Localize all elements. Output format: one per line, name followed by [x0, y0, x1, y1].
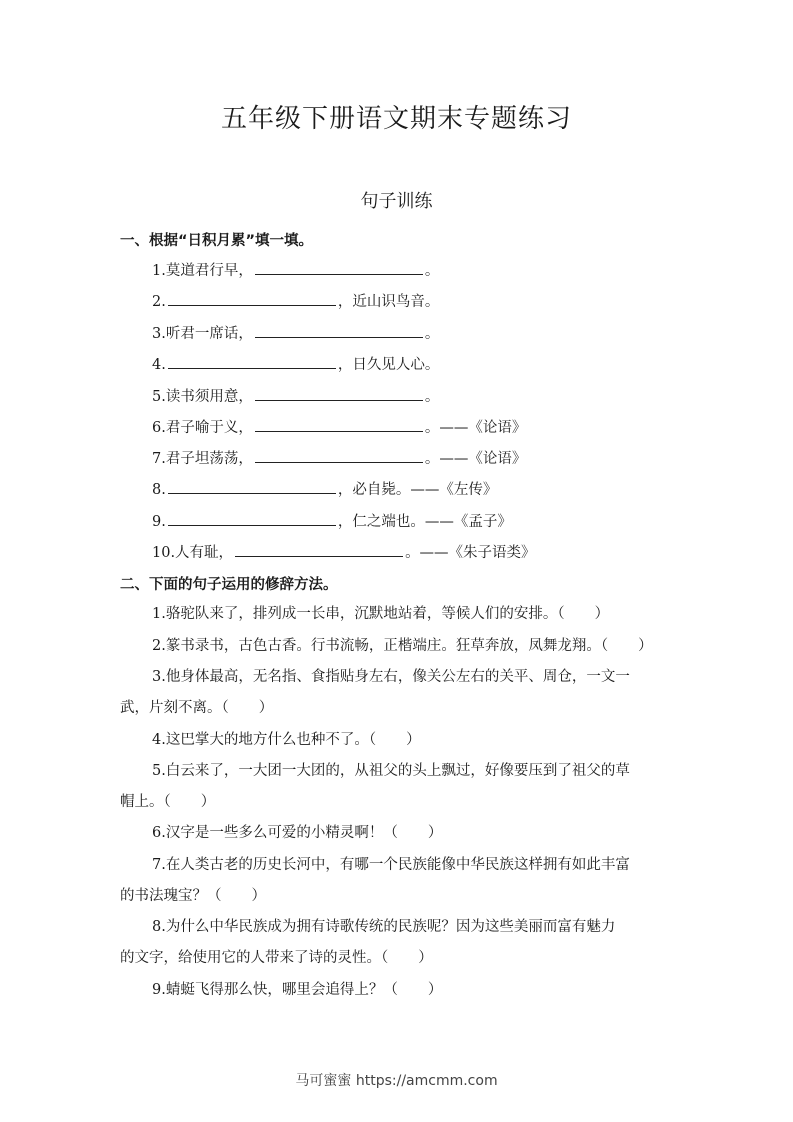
- fill-item-suffix: 。: [424, 326, 440, 342]
- fill-item-suffix: ，近山识鸟音。: [337, 294, 440, 310]
- fill-item-prefix: 7.君子坦荡荡，: [152, 451, 253, 467]
- fill-item-prefix: 10.人有耻，: [152, 545, 234, 561]
- answer-blank[interactable]: [168, 291, 336, 306]
- fill-item-suffix: ，仁之端也。——《孟子》: [337, 514, 512, 530]
- fill-item-suffix: 。: [424, 389, 440, 405]
- close-paren: ）: [638, 638, 653, 654]
- close-paren: ）: [406, 732, 421, 748]
- fill-item-9: [152, 511, 512, 532]
- fill-item-7: [152, 448, 526, 469]
- page-title: 五年级下册语文期末专题练习: [220, 104, 572, 134]
- fill-item-prefix: 1.莫道君行早，: [152, 263, 253, 279]
- answer-blank[interactable]: [255, 448, 423, 463]
- fill-item-prefix: 3.听君一席话，: [152, 326, 253, 342]
- rhetoric-text: 4.这巴掌大的地方什么也种不了。（: [152, 732, 377, 748]
- rhetoric-text: 2.篆书录书，古色古香。行书流畅，正楷端庄。狂草奔放，凤舞龙翔。（: [152, 638, 609, 654]
- fill-item-1: [152, 260, 439, 281]
- rhetoric-item-4: [152, 730, 421, 750]
- close-paren: ）: [427, 982, 443, 998]
- rhetoric-item-7-line2: [120, 886, 266, 906]
- answer-blank[interactable]: [168, 479, 336, 494]
- fill-item-prefix: 8.: [152, 482, 166, 498]
- rhetoric-item-6: [152, 823, 442, 843]
- page-subtitle: 句子训练: [360, 191, 433, 212]
- answer-blank[interactable]: [255, 260, 423, 275]
- fill-item-8: [152, 479, 497, 500]
- fill-item-suffix: ，必自毙。——《左传》: [337, 482, 498, 498]
- footer-watermark: 马可蜜蜜 https://amcmm.com: [295, 1073, 498, 1089]
- close-paren: ）: [258, 700, 274, 716]
- rhetoric-text: 1.骆驼队来了，排列成一长串，沉默地站着，等候人们的安排。（: [152, 606, 565, 622]
- close-paren: ）: [200, 794, 216, 810]
- rhetoric-item-8-line1: 8.为什么中华民族成为拥有诗歌传统的民族呢？因为这些美丽而富有魅力: [152, 919, 616, 935]
- rhetoric-text: 的文字，给使用它的人带来了诗的灵性。（: [120, 950, 389, 966]
- answer-blank[interactable]: [168, 354, 336, 369]
- rhetoric-text: 9.蜻蜓飞得那么快，哪里会追得上？（: [152, 982, 398, 998]
- rhetoric-item-3-line1: 3.他身体最高，无名指、食指贴身左右，像关公左右的关平、周仓，一文一: [152, 669, 630, 685]
- answer-blank[interactable]: [255, 417, 423, 432]
- close-paren: ）: [427, 825, 443, 841]
- fill-item-5: [152, 386, 439, 407]
- rhetoric-text: 帽上。（: [120, 794, 171, 810]
- fill-item-6: [152, 417, 526, 438]
- rhetoric-item-9: [152, 980, 442, 1000]
- fill-item-suffix: ，日久见人心。: [337, 357, 440, 373]
- fill-item-4: [152, 354, 439, 375]
- rhetoric-text: 的书法瑰宝？（: [120, 888, 222, 904]
- rhetoric-text: 武，片刻不离。（: [120, 700, 229, 716]
- close-paren: ）: [251, 888, 266, 904]
- fill-item-prefix: 2.: [152, 294, 166, 310]
- fill-item-10: [152, 542, 536, 563]
- rhetoric-item-8-line2: [120, 948, 433, 968]
- fill-item-2: [152, 291, 439, 312]
- rhetoric-item-5-line2: [120, 792, 215, 812]
- fill-item-prefix: 5.读书须用意，: [152, 389, 253, 405]
- answer-blank[interactable]: [168, 511, 336, 526]
- fill-item-prefix: 4.: [152, 357, 166, 373]
- rhetoric-item-3-line2: [120, 698, 273, 718]
- rhetoric-item-5-line1: 5.白云来了，一大团一大团的，从祖父的头上飘过，好像要压到了祖父的草: [152, 763, 630, 779]
- section1-heading: 一、根据“日积月累”填一填。: [120, 233, 314, 249]
- fill-item-prefix: 9.: [152, 514, 166, 530]
- fill-item-prefix: 6.君子喻于义，: [152, 420, 253, 436]
- rhetoric-item-2: [152, 636, 653, 656]
- close-paren: ）: [594, 606, 610, 622]
- rhetoric-item-1: [152, 604, 609, 624]
- close-paren: ）: [418, 950, 433, 966]
- answer-blank[interactable]: [255, 386, 423, 401]
- fill-item-suffix: 。: [424, 263, 440, 279]
- answer-blank[interactable]: [235, 542, 403, 557]
- fill-item-suffix: 。——《论语》: [424, 420, 527, 436]
- fill-item-suffix: 。——《朱子语类》: [405, 545, 536, 561]
- rhetoric-item-7-line1: 7.在人类古老的历史长河中，有哪一个民族能像中华民族这样拥有如此丰富: [152, 857, 630, 873]
- fill-item-suffix: 。——《论语》: [424, 451, 527, 467]
- answer-blank[interactable]: [255, 323, 423, 338]
- section2-heading: 二、下面的句子运用的修辞方法。: [120, 577, 338, 593]
- rhetoric-text: 6.汉字是一些多么可爱的小精灵啊！（: [152, 825, 398, 841]
- fill-item-3: [152, 323, 439, 344]
